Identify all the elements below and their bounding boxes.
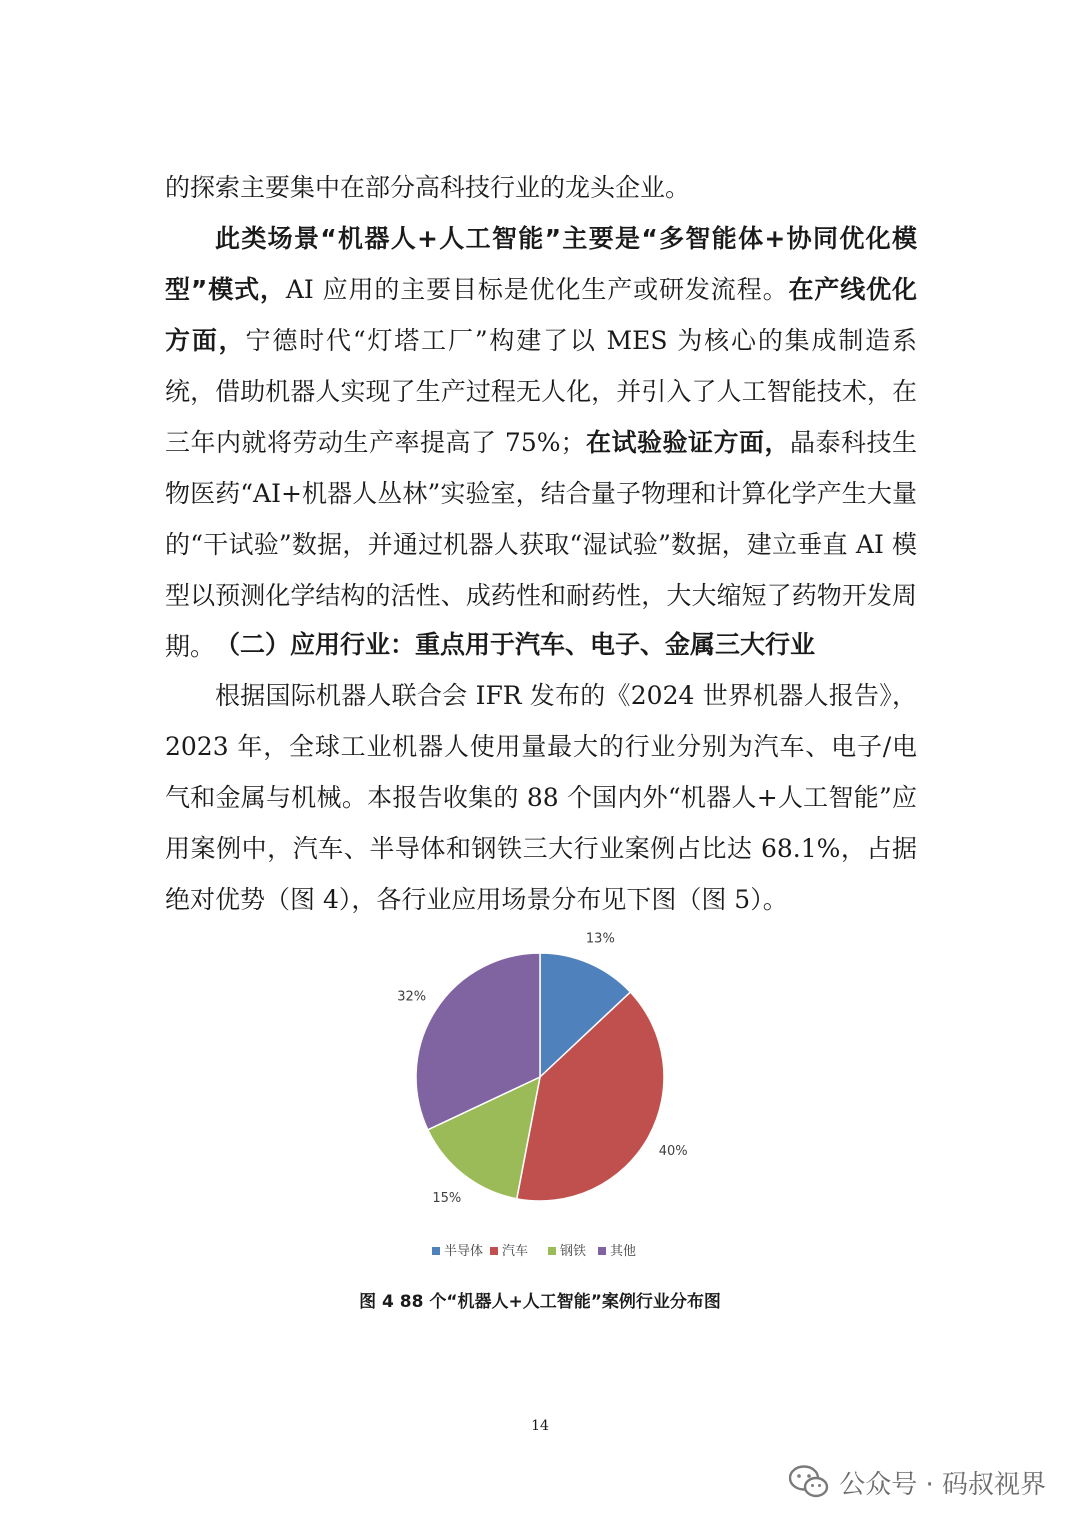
legend-label: 半导体 xyxy=(444,1244,484,1259)
paragraph-3: 根据国际机器人联合会 IFR 发布的《2024 世界机器人报告》，2023 年，全球工业机器人使用量最大的行业分别为汽车、电子/电气和金属与机械。本报告收集的 88 个国内外“机器人+人工智能”应用案例中，汽车、半导体和钢铁三大行业案例占比达 68.1%，占据绝对优势（图 4），各行业应用场景分布见下图（图 5）。 xyxy=(165,681,917,914)
section-heading: （二）应用行业：重点用于汽车、电子、金属三大行业 xyxy=(215,630,816,659)
text-run: 的探索主要集中在部分高科技行业的龙头企业。 xyxy=(165,173,691,202)
bold-text-run: 在试验验证方面， xyxy=(585,428,790,457)
text-run: 晶泰科技生物医药“AI+机器人丛林”实验室，结合量子物理和计算化学产生大量的“干试验”数据，并通过机器人获取“湿试验”数据，建立垂直 AI 模型以预测化学结构的活性、成药性和耐药性，大大缩短了药物开发周期。 xyxy=(165,428,917,661)
legend-label: 汽车 xyxy=(502,1244,529,1259)
bold-text-run: 此类场景“机器人+人工智能”主要是“多智能体+协同优化模型”模式， xyxy=(165,224,917,304)
slice-label: 40% xyxy=(658,1144,688,1160)
watermark xyxy=(789,1460,1046,1504)
slice-label: 15% xyxy=(432,1191,462,1207)
text-run: 宁德时代“灯塔工厂”构建了以 MES 为核心的集成制造系统，借助机器人实现了生产过程无人化，并引入了人工智能技术，在三年内就将劳动生产率提高了 75%； xyxy=(165,326,917,457)
industry-pie-chart xyxy=(340,920,740,1280)
slice-label: 13% xyxy=(585,931,615,947)
watermark-text: 公众号 · 码叔视界 xyxy=(839,1469,1046,1500)
paragraph-1 xyxy=(165,162,917,213)
legend-label: 钢铁 xyxy=(560,1244,587,1259)
legend-swatch xyxy=(598,1247,606,1255)
bold-text-run: 在产线优化方面， xyxy=(165,275,917,355)
legend-swatch xyxy=(432,1247,440,1255)
slice-label: 32% xyxy=(397,989,427,1005)
legend-swatch xyxy=(490,1247,498,1255)
text-run: AI 应用的主要目标是优化生产或研发流程。 xyxy=(285,275,789,304)
wechat-icon xyxy=(789,1465,829,1499)
legend-swatch xyxy=(548,1247,556,1255)
figure-caption: 图 4 88 个“机器人+人工智能”案例行业分布图 xyxy=(359,1292,721,1312)
page-number: 14 xyxy=(531,1418,549,1434)
paragraph-2 xyxy=(165,213,917,672)
legend-label: 其他 xyxy=(610,1244,637,1259)
